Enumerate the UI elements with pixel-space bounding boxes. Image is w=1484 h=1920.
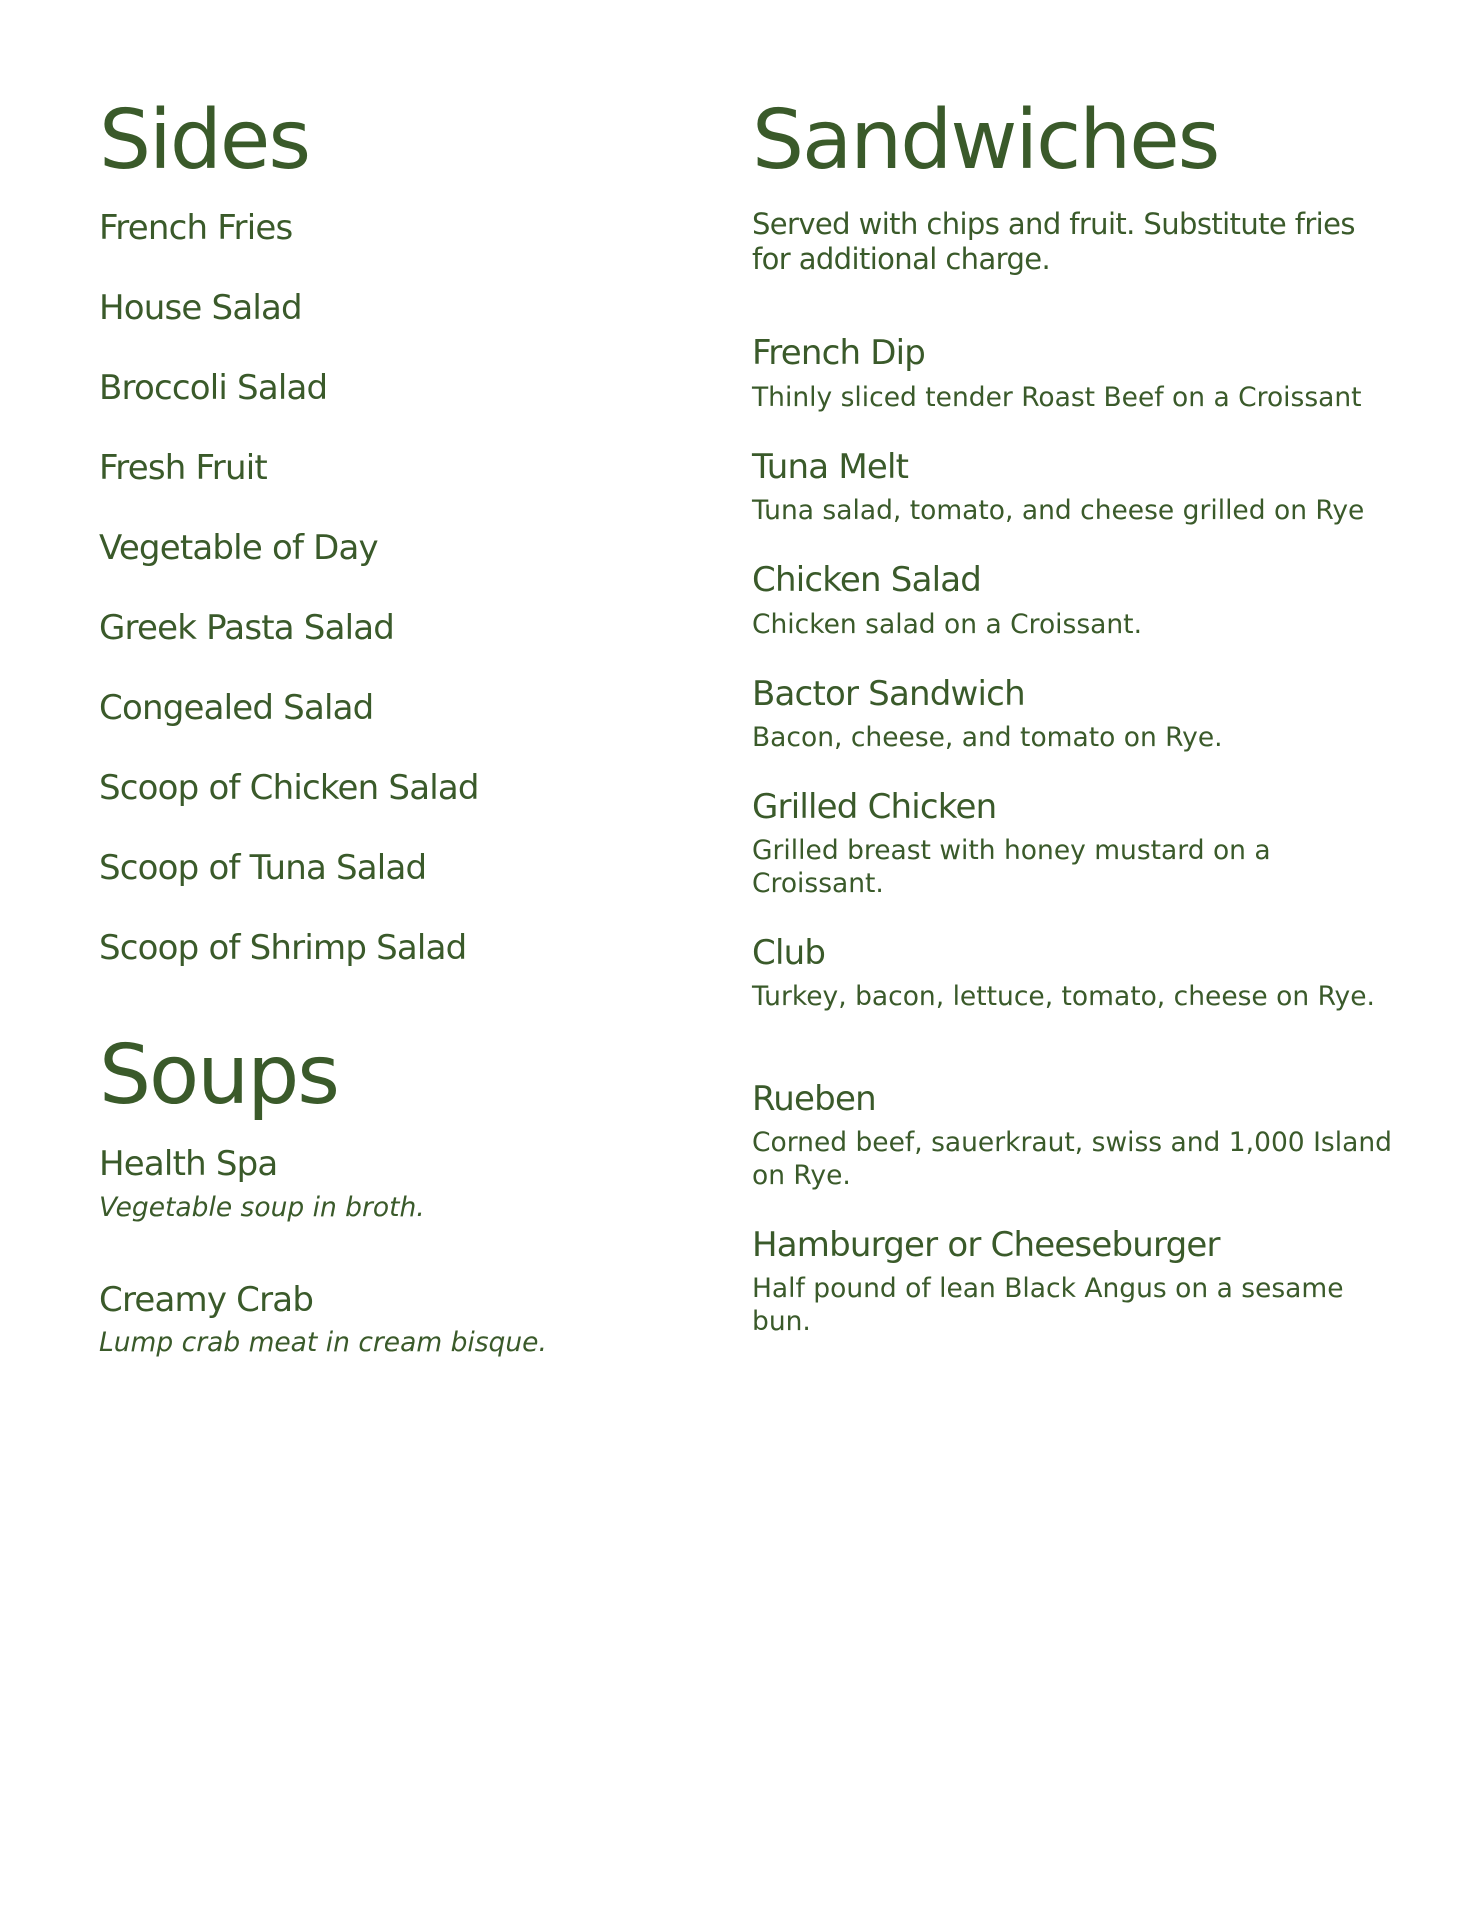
- soup-description: Vegetable soup in broth.: [99, 1192, 425, 1223]
- soup-name: Creamy Crab: [99, 1280, 314, 1320]
- sandwich-description: Corned beef, sauerkraut, swiss and 1,000 Island on Rye.: [752, 1127, 1392, 1191]
- sandwich-description: Bacon, cheese, and tomato on Rye.: [752, 722, 1223, 753]
- sandwich-name: Bactor Sandwich: [752, 674, 1025, 714]
- soup-description: Lump crab meat in cream bisque.: [99, 1327, 547, 1358]
- sandwich-name: Club: [752, 933, 826, 973]
- sandwich-name: Grilled Chicken: [752, 787, 997, 827]
- side-item: French Fries: [99, 208, 293, 248]
- sandwich-description: Turkey, bacon, lettuce, tomato, cheese on Rye.: [752, 981, 1375, 1012]
- sandwiches-heading: Sandwiches: [752, 93, 1219, 188]
- sandwich-name: Tuna Melt: [752, 447, 909, 487]
- soups-heading: Soups: [99, 1028, 338, 1123]
- sandwich-description: Thinly sliced tender Roast Beef on a Croissant: [752, 382, 1362, 413]
- sandwich-name: French Dip: [752, 333, 926, 373]
- side-item: House Salad: [99, 288, 302, 328]
- side-item: Greek Pasta Salad: [99, 608, 395, 648]
- sandwich-name: Hamburger or Cheeseburger: [752, 1225, 1220, 1265]
- sandwich-description: Grilled breast with honey mustard on a Croissant.: [752, 835, 1271, 899]
- side-item: Scoop of Shrimp Salad: [99, 928, 467, 968]
- sandwich-description: Tuna salad, tomato, and cheese grilled on Rye: [752, 495, 1365, 526]
- side-item: Broccoli Salad: [99, 368, 328, 408]
- sandwich-name: Chicken Salad: [752, 560, 982, 600]
- soup-name: Health Spa: [99, 1144, 278, 1184]
- sandwich-description: Chicken salad on a Croissant.: [752, 609, 1142, 640]
- side-item: Scoop of Tuna Salad: [99, 848, 427, 888]
- side-item: Scoop of Chicken Salad: [99, 768, 479, 808]
- sandwich-description: Half pound of lean Black Angus on a sesame bun.: [752, 1273, 1344, 1337]
- side-item: Vegetable of Day: [99, 528, 378, 568]
- sides-heading: Sides: [99, 93, 310, 188]
- sandwich-name: Rueben: [752, 1079, 876, 1119]
- side-item: Congealed Salad: [99, 688, 374, 728]
- sandwiches-intro: Served with chips and fruit. Substitute fries for additional charge.: [752, 207, 1355, 276]
- side-item: Fresh Fruit: [99, 448, 267, 488]
